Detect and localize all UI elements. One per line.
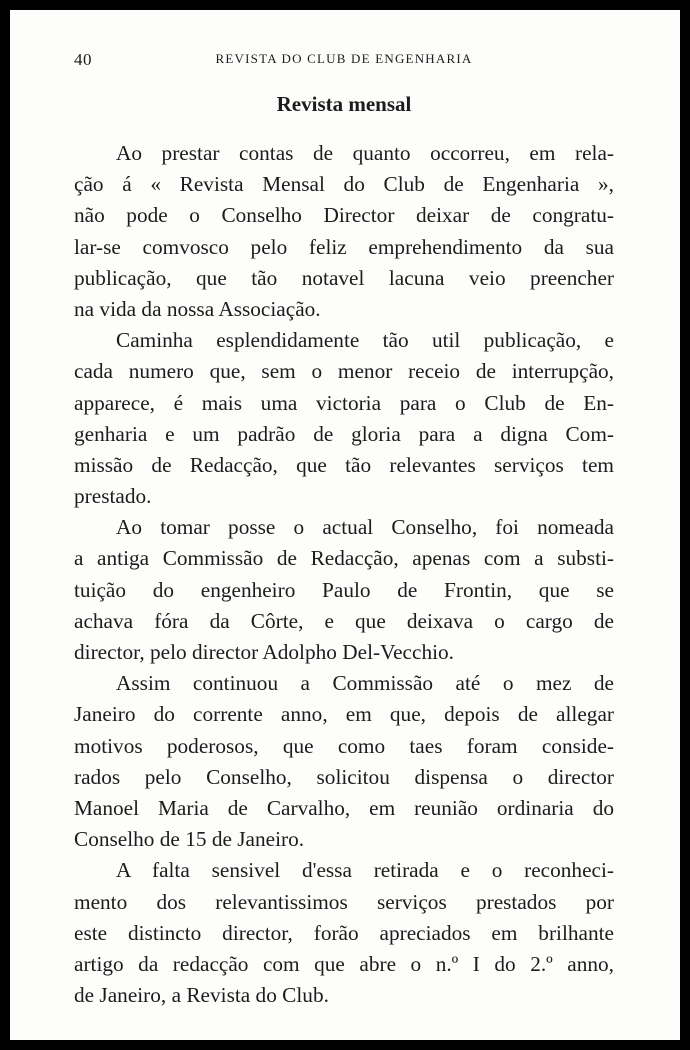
text-line: Janeiro do corrente anno, em que, depois de allegar [74,702,614,727]
section-title: Revista mensal [276,92,412,116]
text-line: tuição do engenheiro Paulo de Frontin, que se [74,577,614,602]
text-line: cada numero que, sem o menor receio de interrupção, [74,359,614,384]
text-line: rados pelo Conselho, solicitou dispensa o director [74,764,614,789]
running-header [74,50,614,70]
text-line: mento dos relevantissimos serviços prestados por [74,889,614,914]
text-line: Ao prestar contas de quanto occorreu, em rela- [116,141,614,165]
journal-title: REVISTA DO CLUB DE ENGENHARIA [215,51,473,66]
text-line: de Janeiro, a Revista do Club. [74,983,329,1008]
text-line: prestado. [74,484,152,509]
text-line: Caminha esplendidamente tão util publicação, e [116,328,614,353]
paragraph [74,325,614,512]
text-line: missão de Redacção, que tão relevantes serviços tem [74,452,614,477]
text-line: director, pelo director Adolpho Del-Vecchio. [74,640,454,664]
text-line: lar-se comvosco pelo feliz emprehendimento da sua [74,234,614,259]
book-page [10,10,680,1040]
text-line: publicação, que tão notavel lacuna veio preencher [74,265,614,290]
text-line: artigo da redacção com que abre o n.º I do 2.º anno, [74,951,614,976]
text-line: ção á « Revista Mensal do Club de Engenharia », [74,172,614,197]
page-number: 40 [74,50,92,69]
text-line: na vida da nossa Associação. [74,296,321,321]
text-line: apparece, é mais uma victoria para o Club de En- [74,390,614,415]
paragraph [74,668,614,855]
text-line: Manoel Maria de Carvalho, em reunião ordinaria do [74,795,614,820]
text-line: Ao tomar posse o actual Conselho, foi nomeada [116,515,614,540]
text-line: achava fóra da Côrte, e que deixava o cargo de [74,608,614,633]
text-line: genharia e um padrão de gloria para a digna Com- [74,421,614,446]
text-line: motivos poderosos, que como taes foram conside- [74,733,614,758]
paragraph [74,512,614,668]
text-line: a antiga Commissão de Redacção, apenas com a substi- [74,546,614,571]
text-line: não pode o Conselho Director deixar de congratu- [74,203,614,228]
paragraph [74,138,614,325]
text-line: Conselho de 15 de Janeiro. [74,827,305,852]
paragraph [74,855,614,1011]
text-line: Assim continuou a Commissão até o mez de [116,671,614,696]
article-body [74,138,614,1011]
text-line: este distincto director, forão apreciados em brilhante [74,920,614,945]
text-line: A falta sensivel d'essa retirada e o reconheci- [116,858,614,883]
